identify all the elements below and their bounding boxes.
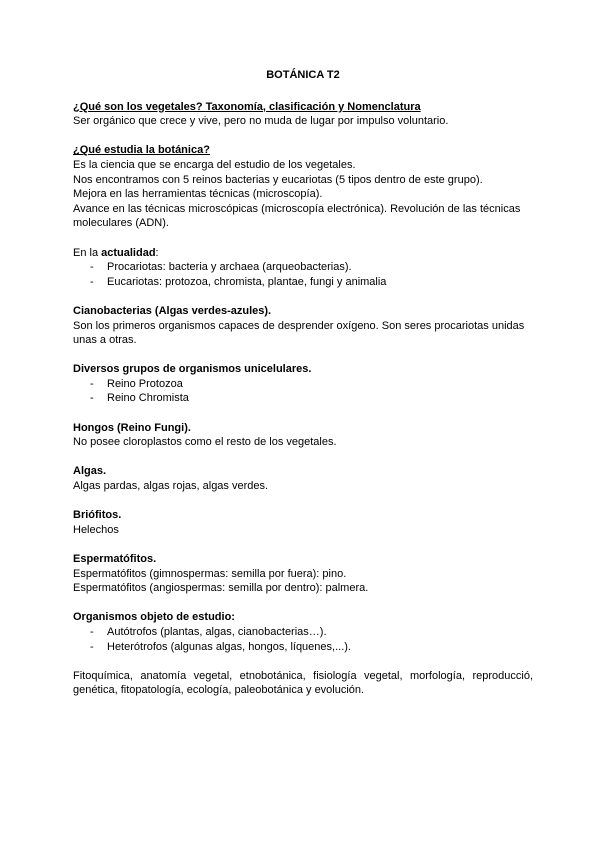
list-item: - Heterótrofos (algunas algas, hongos, líquenes,...).: [73, 640, 533, 655]
section-unicelulares: [73, 362, 533, 406]
section-heading: Organismos objeto de estudio:: [73, 611, 235, 624]
paragraph-line: Espermatófitos (gimnospermas: semilla por fuera): pino.: [73, 567, 347, 580]
document-page: [73, 68, 533, 713]
bullet-list: [73, 260, 533, 289]
paragraph-line: Espermatófitos (angiospermas: semilla por dentro): palmera.: [73, 582, 369, 595]
bullet-list: [73, 625, 533, 654]
section-organismos: [73, 610, 533, 654]
text-suffix: :: [155, 246, 159, 259]
paragraph-line: Mejora en las herramientas técnicas (microscopía).: [73, 188, 323, 201]
list-item: - Reino Protozoa: [73, 377, 533, 392]
paragraph: [73, 246, 533, 261]
section-heading: ¿Qué estudia la botánica?: [73, 144, 210, 157]
paragraph: Algas pardas, algas rojas, algas verdes.: [73, 480, 269, 493]
paragraph: No posee cloroplastos como el resto de los vegetales.: [73, 436, 337, 449]
list-item: - Procariotas: bacteria y archaea (arqueobacterias).: [73, 260, 533, 275]
section-cianobacterias: [73, 304, 533, 348]
section-espermatofitos: [73, 552, 533, 596]
paragraph-line: Es la ciencia que se encarga del estudio de los vegetales.: [73, 158, 356, 171]
paragraph: Helechos: [73, 523, 119, 536]
bullet-list: [73, 377, 533, 406]
document-title: BOTÁNICA T2: [266, 69, 340, 81]
paragraph-line: Avance en las técnicas microscópicas (microscopía electrónica). Revolución de las técnicas moleculares (ADN).: [73, 202, 521, 230]
section-actualidad: [73, 246, 533, 290]
section-heading: Diversos grupos de organismos unicelulares.: [73, 363, 312, 376]
section-disciplinas: [73, 669, 533, 698]
text-prefix: En la: [73, 246, 102, 259]
section-algas: [73, 464, 533, 493]
text-bold: actualidad: [101, 246, 156, 259]
section-heading: Espermatófitos.: [73, 553, 157, 565]
section-botanica: [73, 143, 533, 231]
paragraph: Fitoquímica, anatomía vegetal, etnobotánica, fisiología vegetal, morfología, reproducció, genética, fitopatología, ecología, paleobotánica y evolución.: [73, 669, 533, 697]
paragraph-line: Nos encontramos con 5 reinos bacterias y eucariotas (5 tipos dentro de este grupo).: [73, 173, 483, 186]
section-heading: Briófitos.: [73, 509, 122, 522]
section-heading: Hongos (Reino Fungi).: [73, 421, 191, 434]
list-item: - Reino Chromista: [73, 391, 533, 406]
list-item: - Eucariotas: protozoa, chromista, plantae, fungi y animalia: [73, 275, 533, 290]
list-item: - Autótrofos (plantas, algas, cianobacterias…).: [73, 625, 533, 640]
section-vegetales: [73, 100, 533, 129]
section-briofitos: [73, 508, 533, 537]
paragraph: Ser orgánico que crece y vive, pero no muda de lugar por impulso voluntario.: [73, 115, 449, 128]
section-heading: Cianobacterias (Algas verdes-azules).: [73, 304, 272, 317]
section-heading: ¿Qué son los vegetales? Taxonomía, clasificación y Nomenclatura: [73, 100, 421, 113]
section-heading: Algas.: [73, 465, 107, 478]
paragraph: Son los primeros organismos capaces de desprender oxígeno. Son seres procariotas unidas unas a otras.: [73, 319, 525, 347]
section-hongos: [73, 421, 533, 450]
